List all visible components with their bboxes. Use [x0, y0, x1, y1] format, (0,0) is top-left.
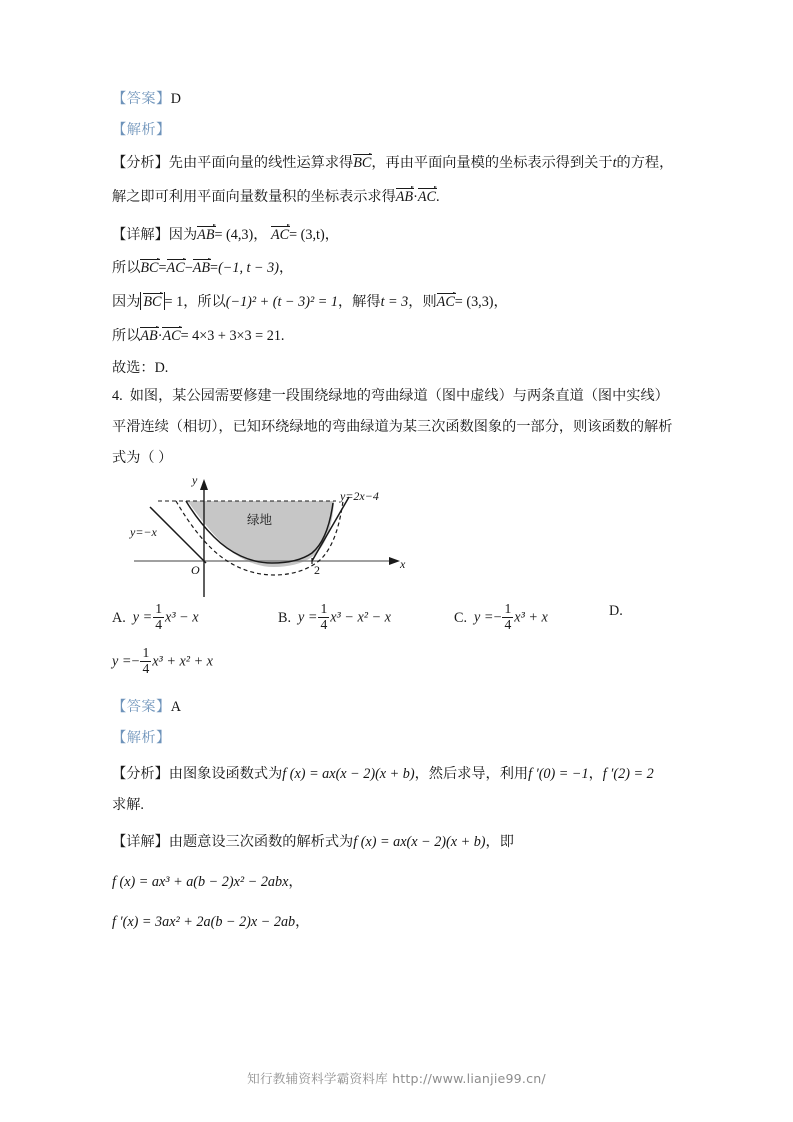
- fenxi-text-3: 的方程，: [616, 155, 674, 172]
- fenxi-var-t: t: [612, 155, 617, 172]
- choice-c-label: C.: [454, 609, 468, 626]
- choice-b-denominator: 4: [320, 616, 328, 632]
- q4-xiangjie-text-1: 由题意设三次函数的解析式为: [168, 833, 354, 850]
- dot-operator: ·: [413, 188, 418, 205]
- step1-eq-ab: = (4,3): [214, 226, 254, 243]
- answer-tag: 【答案】: [112, 91, 171, 107]
- choice-a-denominator: 4: [155, 616, 163, 632]
- q3-analysis-tag-line: [112, 123, 690, 137]
- step3-mid2: ，解得: [337, 294, 381, 311]
- xiangjie-tag: 【详解】: [112, 226, 169, 243]
- step4-result: = 4×3 + 3×3 = 21: [180, 328, 281, 345]
- q4-fenxi-line-2: 求解.: [112, 797, 144, 814]
- q4-stem-line-1: [112, 389, 690, 403]
- q4-answer-value: A: [170, 698, 182, 715]
- q4-fenxi-text-2: ，然后求导，利用: [414, 766, 529, 783]
- choice-b-numerator: 1: [320, 600, 328, 616]
- choice-d-expression[interactable]: [112, 644, 690, 677]
- step1-eq-ac: = (3,t): [289, 226, 325, 243]
- xiangjie-tag: 【详解】: [112, 833, 169, 850]
- step3-mid3: ，则: [408, 294, 437, 311]
- choice-b-tail: x³ − x² − x: [330, 609, 391, 626]
- dot-operator: ·: [157, 328, 163, 345]
- step3-expr: (−1)² + (t − 3)² = 1: [225, 294, 338, 311]
- green-space-shading: [158, 501, 334, 567]
- step2-prefix: 所以: [112, 260, 141, 277]
- x-axis-arrow: [389, 557, 400, 565]
- vector-bc: BC: [140, 260, 159, 277]
- origin-label: O: [191, 563, 200, 578]
- vector-ab: AB: [140, 328, 158, 345]
- vector-ac: AC: [417, 188, 436, 205]
- fenxi-text-2: ，再由平面向量模的坐标表示得到关于: [371, 155, 613, 172]
- step4-prefix: 所以: [112, 328, 141, 345]
- choice-a-lead: y =: [132, 609, 153, 626]
- step2-result: (−1, t − 3): [218, 260, 279, 277]
- answer-tag: 【答案】: [112, 698, 171, 715]
- vector-bc: BC: [143, 294, 162, 311]
- step3-end: ，: [493, 294, 508, 311]
- analysis-tag: 【解析】: [112, 122, 171, 139]
- choice-b-label: B.: [278, 609, 292, 626]
- choice-a-numerator: 1: [155, 600, 163, 616]
- magnitude-bc: [140, 292, 164, 310]
- cubic-function-diagram: [130, 473, 414, 597]
- step2-eq1: =: [158, 260, 167, 277]
- step2-end: ，: [278, 260, 294, 277]
- analysis-tag: 【解析】: [112, 730, 171, 747]
- choice-c-fraction: [502, 602, 513, 632]
- q3-step-3: [112, 292, 690, 310]
- q3-conclusion: 故选：D.: [112, 359, 169, 376]
- q4-answer-line: [112, 700, 690, 714]
- label-line-y-equals-2x-minus-4: y=2x−4: [340, 489, 379, 504]
- step1-sep: ，: [253, 226, 268, 243]
- x-tick-label-2: 2: [314, 563, 320, 578]
- fenxi-text-1: 先由平面向量的线性运算求得: [168, 155, 354, 172]
- x-axis-label: x: [400, 557, 406, 572]
- choice-a-label: A.: [112, 609, 126, 626]
- derivative-expression: f ′(x) = 3ax² + 2a(b − 2)x − 2ab: [112, 914, 296, 931]
- q4-fenxi-condition-1: f ′(0) = −1: [528, 766, 589, 783]
- choice-b[interactable]: [278, 600, 391, 633]
- choice-c-denominator: 4: [504, 616, 512, 632]
- choice-c-sign: −: [493, 609, 502, 626]
- fenxi-tag: 【分析】: [112, 155, 169, 172]
- q4-xiangjie-text-2: ，即: [485, 833, 514, 850]
- label-line-y-equals-minus-x: y=−x: [130, 525, 157, 540]
- document-content: [112, 92, 690, 946]
- vector-ac: AC: [166, 260, 185, 277]
- fenxi-tag: 【分析】: [112, 766, 169, 783]
- q4-xiangjie-line-1: [112, 835, 690, 849]
- fenxi-line2-end: .: [435, 188, 440, 205]
- vector-ab: AB: [192, 260, 211, 277]
- choice-a-fraction: [153, 602, 164, 632]
- vector-ab: AB: [395, 188, 414, 205]
- q4-fenxi-sep: ，: [588, 766, 603, 783]
- derivative-end: ，: [295, 914, 310, 931]
- q4-stem-text-1: 如图，某公园需要修建一段围绕绿地的弯曲绿道（图中虚线）与两条直道（图中实线）: [129, 387, 669, 404]
- q3-answer-line: [112, 92, 690, 106]
- vector-bc: BC: [353, 155, 372, 172]
- choice-c[interactable]: [454, 600, 548, 633]
- choice-a[interactable]: [112, 600, 199, 633]
- vector-ab: AB: [197, 226, 215, 243]
- q3-fenxi-line-1: [112, 154, 690, 170]
- step2-eq2: =: [210, 260, 219, 277]
- green-space-label: 绿地: [247, 512, 273, 528]
- q4-choices: [112, 600, 690, 633]
- q3-step-1: [112, 226, 690, 242]
- choice-c-lead: y =: [474, 609, 494, 626]
- choice-d-numerator: 1: [142, 644, 150, 660]
- q4-analysis-tag-line: [112, 731, 690, 745]
- q4-fenxi-text-1: 由图象设函数式为: [168, 766, 283, 783]
- q3-answer-value: D: [170, 91, 182, 107]
- step3-eq-one: = 1: [164, 294, 184, 311]
- q3-fenxi-line-2: [112, 188, 690, 204]
- q4-fenxi-line-1: [112, 767, 690, 781]
- q4-xiangjie-function: f (x) = ax(x − 2)(x + b): [353, 833, 486, 850]
- y-axis-label: y: [192, 473, 198, 488]
- y-axis-arrow: [200, 479, 208, 490]
- choice-a-tail: x³ − x: [165, 609, 199, 626]
- step2-minus: −: [184, 260, 193, 277]
- q3-step-4: [112, 327, 690, 343]
- choice-d-label: D.: [609, 603, 623, 620]
- choice-d-fraction: [140, 646, 151, 676]
- expanded-end: ，: [288, 873, 303, 890]
- step1-prefix: 因为: [168, 226, 198, 243]
- step3-t: t = 3: [380, 294, 409, 311]
- fenxi-line2-text: 解之即可利用平面向量数量积的坐标表示求得: [112, 188, 396, 205]
- choice-d-sign: −: [131, 653, 140, 670]
- footer-watermark: 知行教辅资料学霸资料库 http://www.lianjie99.cn/: [247, 1071, 546, 1086]
- vector-ac: AC: [436, 294, 455, 311]
- step1-end: ，: [324, 226, 339, 243]
- choice-d-denominator: 4: [142, 660, 150, 676]
- choice-d-tail: x³ + x² + x: [152, 653, 213, 670]
- q4-derivative: [112, 915, 690, 929]
- q4-stem-line-3: 式为（ ）: [112, 450, 173, 467]
- choice-c-tail: x³ + x: [514, 609, 548, 626]
- q4-fenxi-condition-2: f ′(2) = 2: [602, 766, 654, 783]
- vector-ac: AC: [162, 328, 181, 345]
- line-y-equals-minus-x: [150, 507, 206, 563]
- q4-number: 4.: [112, 387, 123, 404]
- q3-step-2: [112, 259, 690, 275]
- vector-ac: AC: [270, 226, 290, 243]
- expanded-expression: f (x) = ax³ + a(b − 2)x² − 2abx: [112, 873, 289, 890]
- step4-end: .: [280, 328, 285, 345]
- q4-stem-line-2: 平滑连续（相切），已知环绕绿地的弯曲绿道为某三次函数图象的一部分，则该函数的解析: [112, 419, 673, 436]
- q4-fenxi-function: f (x) = ax(x − 2)(x + b): [282, 766, 415, 783]
- choice-c-numerator: 1: [504, 600, 512, 616]
- choice-b-lead: y =: [298, 609, 318, 626]
- step3-ac-val: = (3,3): [454, 294, 494, 311]
- q4-expanded-function: [112, 875, 690, 889]
- choice-d-label-wrap[interactable]: [609, 603, 630, 620]
- choice-b-fraction: [318, 602, 329, 632]
- step3-prefix: 因为: [112, 294, 141, 311]
- step3-mid: ，所以: [183, 294, 226, 311]
- choice-d-lead: y =: [112, 653, 132, 670]
